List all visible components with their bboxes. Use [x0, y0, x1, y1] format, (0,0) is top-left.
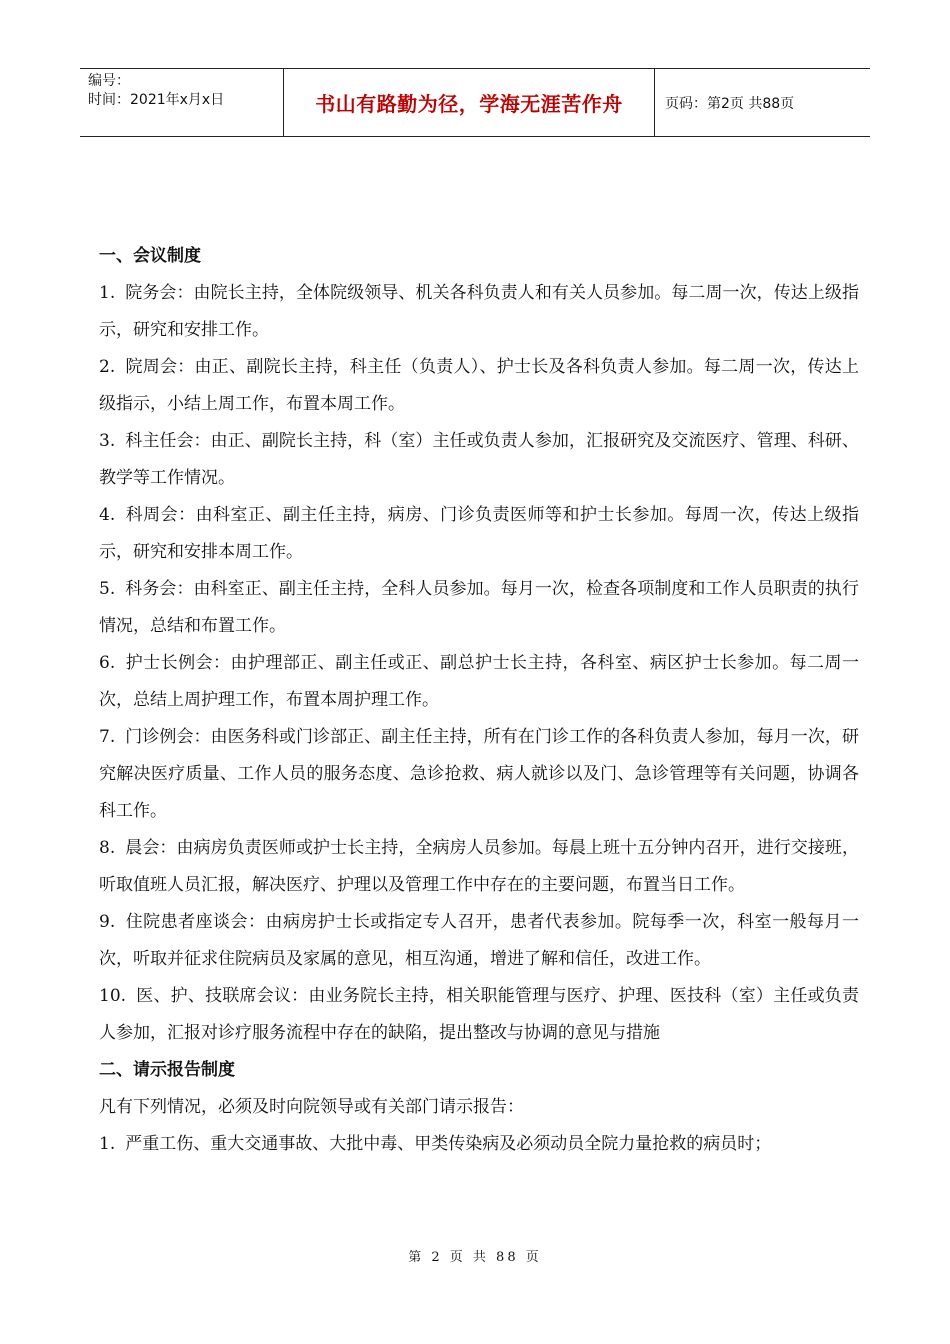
- item-number: 3.: [99, 431, 116, 451]
- item-number: 10.: [99, 986, 127, 1006]
- section-title-meetings: 一、会议制度: [99, 246, 201, 266]
- header-motto-cell: [283, 69, 655, 136]
- item-text: 科周会：由科室正、副主任主持，病房、门诊负责医师等和护士长参加。每周一次，传达上级指示，研究和安排本周工作。: [99, 505, 859, 562]
- list-item: [99, 719, 859, 830]
- document-body: [99, 238, 859, 1163]
- page-footer: 第 2 页 共 88 页: [408, 1250, 542, 1265]
- list-item: [99, 645, 859, 719]
- list-item: [99, 349, 859, 423]
- item-number: 4.: [99, 505, 116, 525]
- item-text: 晨会：由病房负责医师或护士长主持，全病房人员参加。每晨上班十五分钟内召开，进行交接班，听取值班人员汇报，解决医疗、护理以及管理工作中存在的主要问题，布置当日工作。: [99, 838, 859, 895]
- item-text: 严重工伤、重大交通事故、大批中毒、甲类传染病及必须动员全院力量抢救的病员时；: [125, 1134, 772, 1154]
- item-text: 科务会：由科室正、副主任主持，全科人员参加。每月一次，检查各项制度和工作人员职责的执行情况，总结和布置工作。: [99, 579, 859, 636]
- header-page-cell: [655, 69, 870, 136]
- header-meta-cell: [80, 69, 283, 136]
- item-number: 1.: [99, 1134, 116, 1154]
- list-item: [99, 423, 859, 497]
- item-text: 住院患者座谈会：由病房护士长或指定专人召开，患者代表参加。院每季一次，科室一般每月一次，听取并征求住院病员及家属的意见，相互沟通，增进了解和信任，改进工作。: [99, 912, 859, 969]
- page-info: 页码：第2页 共88页: [665, 95, 795, 112]
- item-number: 1.: [99, 283, 116, 303]
- item-number: 8.: [99, 838, 116, 858]
- list-item: [99, 978, 859, 1052]
- time-label: 时间：2021年x月x日: [88, 92, 225, 108]
- item-text: 院务会：由院长主持，全体院级领导、机关各科负责人和有关人员参加。每二周一次，传达上级指示，研究和安排工作。: [99, 283, 859, 340]
- list-item: [99, 497, 859, 571]
- item-text: 院周会：由正、副院长主持，科主任（负责人）、护士长及各科负责人参加。每二周一次，传达上级指示，小结上周工作，布置本周工作。: [99, 357, 859, 414]
- item-number: 6.: [99, 653, 116, 673]
- list-item: [99, 275, 859, 349]
- item-number: 9.: [99, 912, 116, 932]
- item-text: 科主任会：由正、副院长主持，科（室）主任或负责人参加，汇报研究及交流医疗、管理、科研、教学等工作情况。: [99, 431, 859, 488]
- item-number: 5.: [99, 579, 116, 599]
- item-number: 7.: [99, 727, 116, 747]
- list-item: [99, 571, 859, 645]
- section-intro: 凡有下列情况，必须及时向院领导或有关部门请示报告：: [99, 1097, 524, 1117]
- list-item: [99, 830, 859, 904]
- item-text: 医、护、技联席会议：由业务院长主持，相关职能管理与医疗、护理、医技科（室）主任或负责人参加，汇报对诊疗服务流程中存在的缺陷，提出整改与协调的意见与措施: [99, 986, 859, 1043]
- item-text: 门诊例会：由医务科或门诊部正、副主任主持，所有在门诊工作的各科负责人参加，每月一次，研究解决医疗质量、工作人员的服务态度、急诊抢救、病人就诊以及门、急诊管理等有关问题，协调各科工作。: [99, 727, 859, 821]
- item-text: 护士长例会：由护理部正、副主任或正、副总护士长主持，各科室、病区护士长参加。每二周一次，总结上周护理工作，布置本周护理工作。: [99, 653, 859, 710]
- number-label: 编号：: [88, 73, 130, 89]
- motto: 书山有路勤为径，学海无涯苦作舟: [315, 92, 623, 116]
- section-title-reporting: 二、请示报告制度: [99, 1060, 235, 1080]
- header-table: [80, 68, 870, 137]
- list-item: [99, 904, 859, 978]
- list-item: [99, 1126, 859, 1163]
- item-number: 2.: [99, 357, 116, 377]
